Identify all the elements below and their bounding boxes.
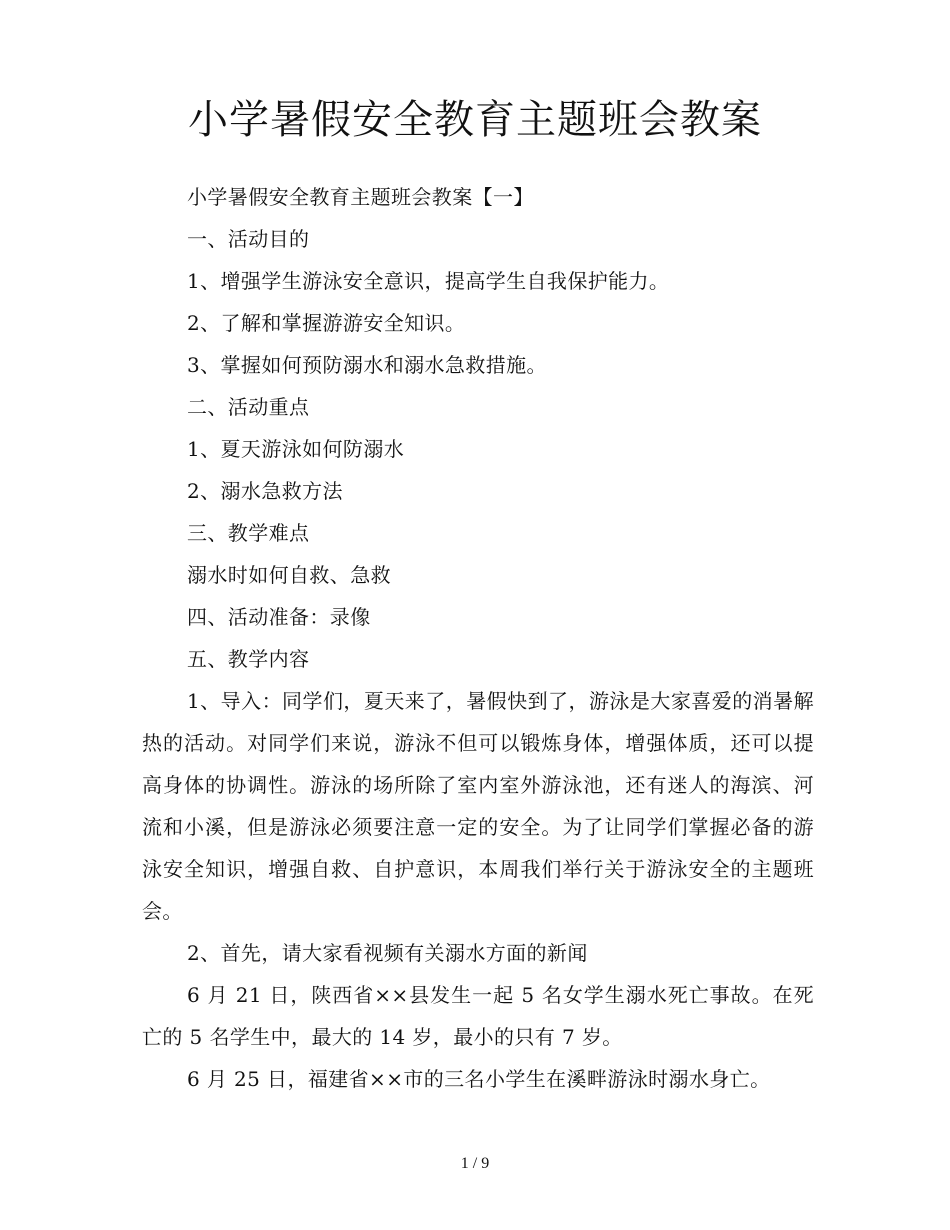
document-title: 小学暑假安全教育主题班会教案 [188, 97, 762, 143]
section-heading-lesson-one: 小学暑假安全教育主题班会教案【一】 [187, 185, 534, 209]
content-paragraph-introduction: 1、导入：同学们，夏天来了，暑假快到了，游泳是大家喜爱的消暑解热的活动。对同学们来说，游泳不但可以锻炼身体，增强体质，还可以提高身体的协调性。游泳的场所除了室内室外游泳池，还有迷人的海滨、河流和小溪，但是游泳必须要注意一定的安全。为了让同学们掌握必备的游泳安全知识，增强自救、自护意识，本周我们举行关于游泳安全的主题班会。 [142, 689, 814, 923]
goal-item-1: 1、增强学生游泳安全意识，提高学生自我保护能力。 [187, 269, 670, 293]
content-paragraph-video: 2、首先，请大家看视频有关溺水方面的新闻 [187, 941, 588, 965]
difficulty-item: 溺水时如何自救、急救 [187, 563, 391, 587]
heading-activity-focus: 二、活动重点 [187, 395, 310, 419]
news-item-june-21: 6 月 21 日，陕西省××县发生一起 5 名女学生溺水死亡事故。在死亡的 5 名学生中，最大的 14 岁，最小的只有 7 岁。 [142, 983, 814, 1049]
heading-teaching-content: 五、教学内容 [187, 647, 310, 671]
heading-activity-preparation: 四、活动准备：录像 [187, 605, 371, 629]
heading-teaching-difficulty: 三、教学难点 [187, 521, 310, 545]
document-body [142, 176, 814, 1100]
goal-item-2: 2、了解和掌握游游安全知识。 [187, 311, 466, 335]
focus-item-1: 1、夏天游泳如何防溺水 [187, 437, 405, 461]
heading-activity-goals: 一、活动目的 [187, 227, 310, 251]
news-item-june-25: 6 月 25 日，福建省××市的三名小学生在溪畔游泳时溺水身亡。 [187, 1067, 771, 1091]
page-number: 1 / 9 [460, 1155, 490, 1172]
goal-item-3: 3、掌握如何预防溺水和溺水急救措施。 [187, 353, 547, 377]
focus-item-2: 2、溺水急救方法 [187, 479, 343, 503]
